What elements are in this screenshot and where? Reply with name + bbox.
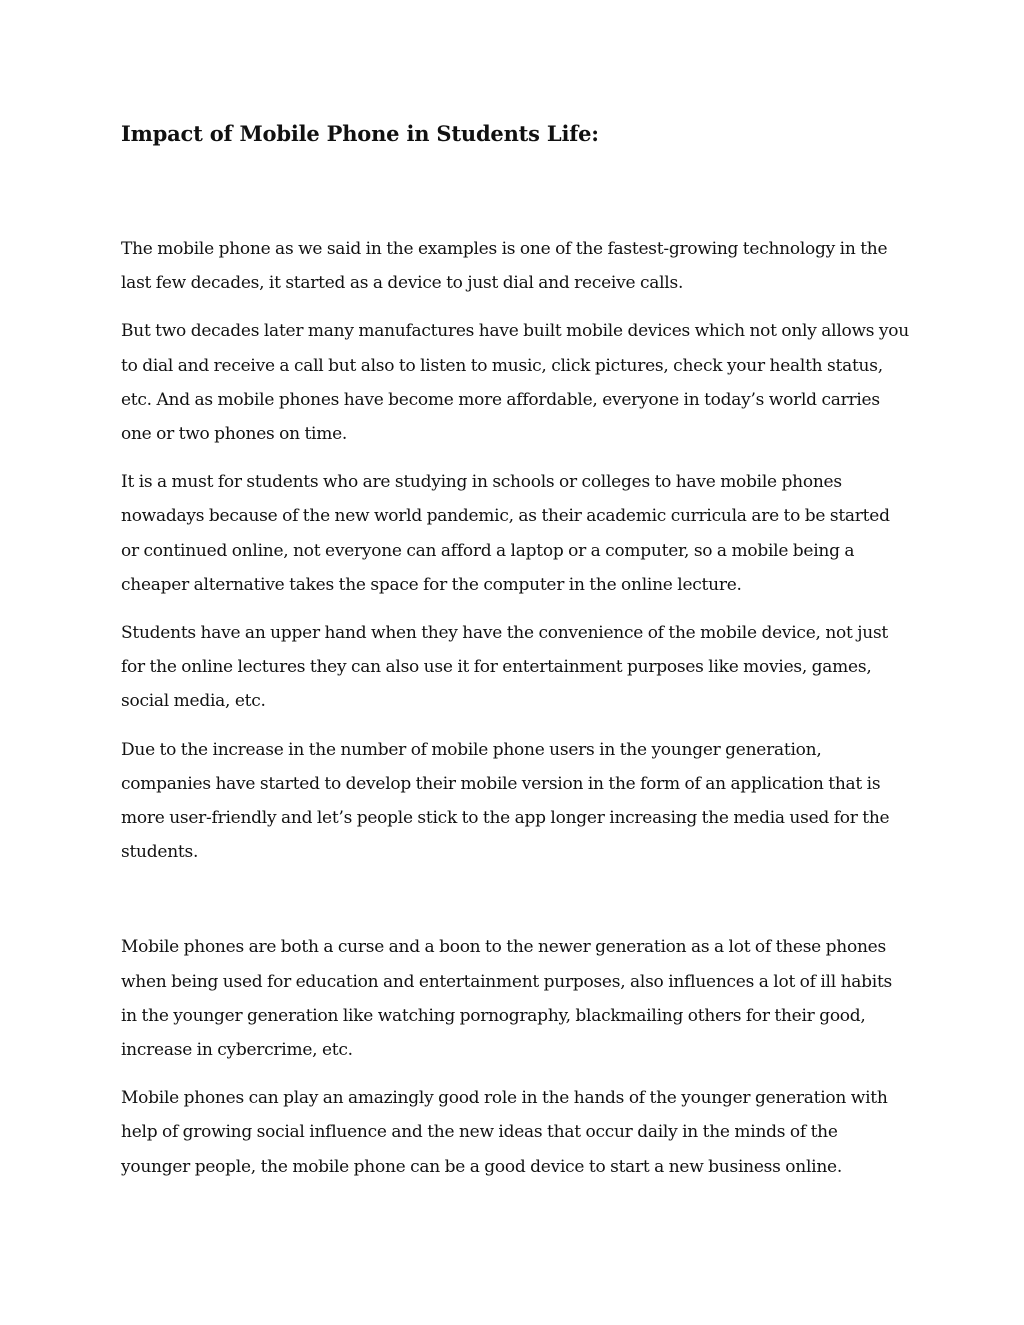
- paragraph-7: Mobile phones can play an amazingly good role in the hands of the younger generation with help of growing social influence and the new ideas that occur daily in the minds of the younger people, the mobile phone can be a good device to start a new business online.: [121, 1088, 888, 1177]
- document-body: [121, 118, 911, 1184]
- paragraph-6: Mobile phones are both a curse and a boon to the newer generation as a lot of these phones when being used for education and entertainment purposes, also influences a lot of ill habits in the younger generation like watching pornography, blackmailing others for their good, increase in cybercrime, etc.: [121, 937, 893, 1061]
- paragraph-4: Students have an upper hand when they have the convenience of the mobile device, not just for the online lectures they can also use it for entertainment purposes like movies, games, social media, etc.: [121, 623, 889, 712]
- paragraph-1: The mobile phone as we said in the examples is one of the fastest-growing technology in the last few decades, it started as a device to just dial and receive calls.: [121, 239, 888, 294]
- paragraph-5: Due to the increase in the number of mobile phone users in the younger generation, companies have started to develop their mobile version in the form of an application that is more user-friendly and let’s people stick to the app longer increasing the media used for the students.: [121, 739, 890, 863]
- document-title: Impact of Mobile Phone in Students Life:: [121, 121, 599, 146]
- paragraph-2: But two decades later many manufactures have built mobile devices which not only allows you to dial and receive a call but also to listen to music, click pictures, check your health status, etc. And as mobile phones have become more affordable, everyone in today’s world carries one or two phones on time.: [121, 321, 909, 445]
- paragraph-3: It is a must for students who are studying in schools or colleges to have mobile phones nowadays because of the new world pandemic, as their academic curricula are to be started or continued online, not everyone can afford a laptop or a computer, so a mobile being a cheaper alternative takes the space for the computer in the online lecture.: [121, 472, 890, 595]
